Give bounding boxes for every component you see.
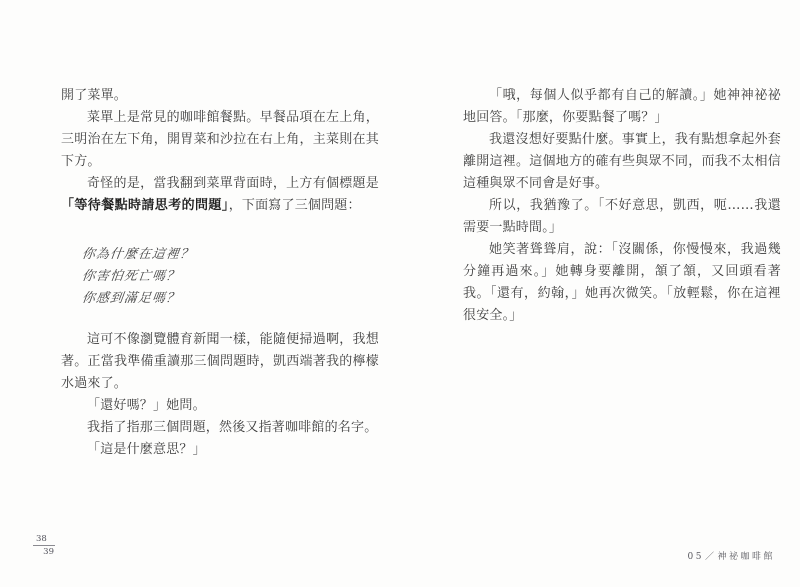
page-number-block [33, 535, 57, 556]
text-segment: 所以，我猶豫了。「不好意思，凱西，呃……我還需要一點時間。」 [463, 198, 781, 235]
text-segment: ，下面寫了三個問題： [228, 198, 361, 213]
chapter-number: 05 [687, 552, 704, 562]
paragraph [61, 85, 379, 107]
book-title: 神祕咖啡館 [717, 552, 775, 562]
paragraph [61, 107, 379, 173]
text-segment: 這可不像瀏覽體育新聞一樣，能隨便掃過啊，我想著。正當我準備重讀那三個問題時，凱西端著我的檸檬水過來了。 [61, 332, 379, 391]
paragraph [61, 395, 379, 417]
paragraph [61, 417, 379, 439]
left-page-text [61, 85, 379, 461]
text-segment: 你為什麼在這裡？ [80, 247, 195, 262]
text-segment: 我指了指那三個問題，然後又指著咖啡館的名字。 [87, 420, 378, 435]
text-segment: 你害怕死亡嗎？ [80, 269, 181, 284]
chapter-footer [688, 549, 775, 562]
text-segment: 我還沒想好要點什麼。事實上，我有點想拿起外套離開這裡。這個地方的確有些與眾不同，而我不太相信這種與眾不同會是好事。 [463, 132, 781, 191]
text-segment: 奇怪的是，當我翻到菜單背面時，上方有個標題是 [87, 176, 379, 191]
page-number-divider [33, 545, 55, 546]
text-segment: 開了菜單。 [61, 88, 128, 103]
paragraph [463, 129, 781, 195]
page-number-bottom: 39 [43, 547, 54, 557]
question-line [61, 244, 382, 266]
bold-heading-text: 「等待餐點時請思考的問題」 [61, 198, 229, 213]
paragraph [463, 195, 781, 239]
chapter-separator: ／ [704, 552, 717, 562]
right-page [400, 0, 800, 587]
paragraph [61, 439, 379, 461]
text-segment: 「這是什麼意思？」 [87, 442, 206, 457]
page-number-top: 38 [36, 534, 47, 544]
paragraph [61, 329, 379, 395]
right-page-text [463, 85, 781, 327]
question-line [61, 288, 382, 310]
question-line [61, 266, 382, 288]
paragraph [463, 239, 781, 327]
text-segment: 你感到滿足嗎？ [80, 291, 181, 306]
paragraph [61, 173, 379, 217]
text-segment: 她笑著聳聳肩，說：「沒關係，你慢慢來，我過幾分鐘再過來。」她轉身要離開，頷了頷，又回頭看著我。「還有，約翰，」她再次微笑。「放輕鬆，你在這裡很安全。」 [463, 242, 781, 323]
text-segment: 菜單上是常見的咖啡館餐點。早餐品項在左上角，三明治在左下角，開胃菜和沙拉在右上角，主菜則在其下方。 [61, 110, 379, 169]
text-segment: 「還好嗎？」她問。 [87, 398, 206, 413]
paragraph [463, 85, 781, 129]
text-segment: 「哦，每個人似乎都有自己的解讀。」她神神祕祕地回答。「那麼，你要點餐了嗎？」 [463, 88, 781, 125]
